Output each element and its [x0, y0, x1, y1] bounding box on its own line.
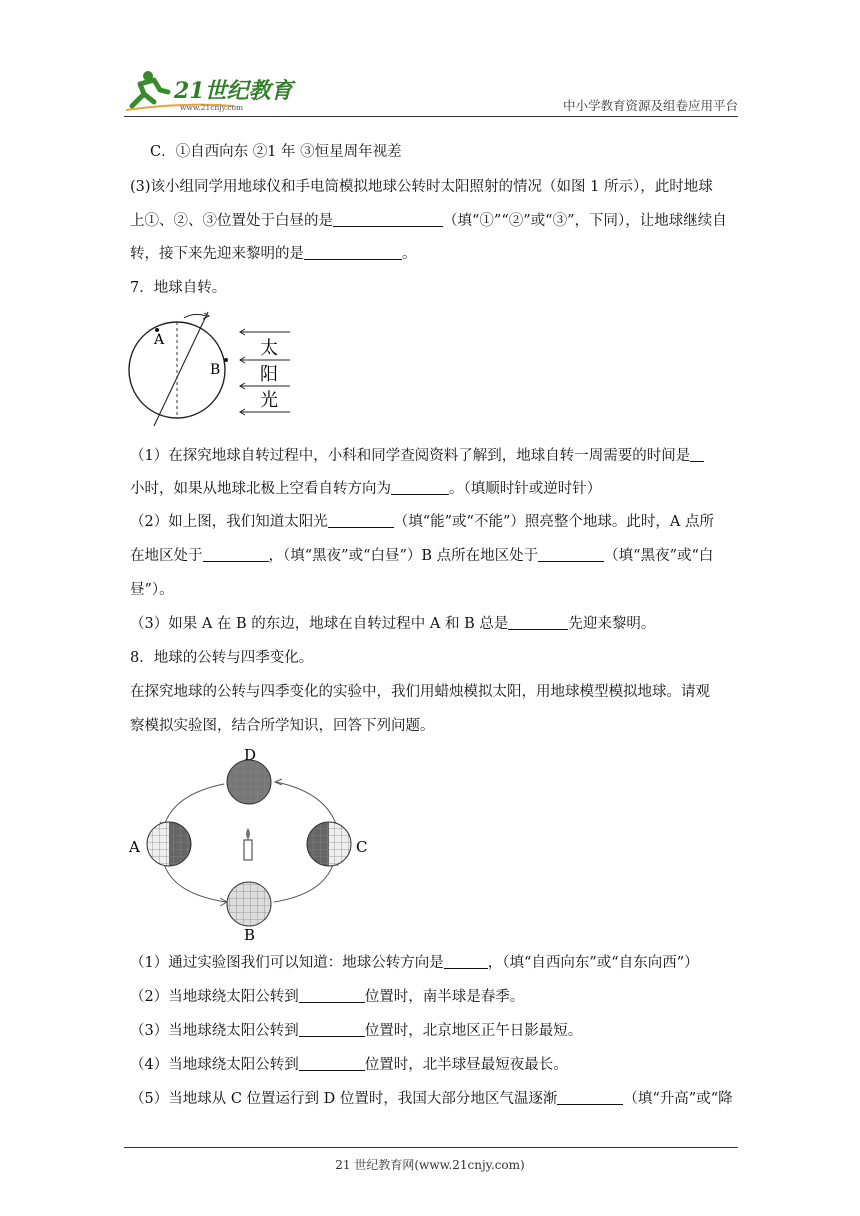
- footer-divider: [124, 1147, 738, 1148]
- position-c-label: C: [356, 838, 368, 856]
- sun-char-1: 太: [260, 338, 278, 359]
- logo-url: www.21cnjy.com: [180, 103, 244, 112]
- platform-title: 中小学教育资源及组卷应用平台: [562, 98, 738, 113]
- point-b-dot: [224, 358, 228, 362]
- q8-5-line: （5）当地球从 C 位置运行到 D 位置时，我国大部分地区气温逐渐 （填“升高”或“降: [130, 1091, 733, 1107]
- answer-blank[interactable]: [299, 1056, 365, 1071]
- sun-char-3: 光: [260, 390, 278, 411]
- q7-2-line3: 昼”）。: [130, 582, 174, 598]
- q8-4-line: （4）当地球绕太阳公转到 位置时，北半球昼最短夜最长。: [130, 1057, 568, 1073]
- q7-2-line1: （2）如上图，我们知道太阳光 （填“能”或“不能”）照亮整个地球。此时，A 点所: [130, 514, 714, 530]
- q8-intro-line2: 察模拟实验图，结合所学知识，回答下列问题。: [130, 718, 435, 734]
- q8-title: 8．地球的公转与四季变化。: [130, 650, 314, 666]
- answer-blank[interactable]: [690, 447, 704, 462]
- rotation-figure: [124, 308, 304, 428]
- answer-blank[interactable]: [391, 480, 449, 495]
- answer-blank[interactable]: [299, 988, 365, 1003]
- candle-icon: [244, 828, 252, 860]
- rotation-arrow-icon: [184, 314, 206, 318]
- answer-blank[interactable]: [203, 547, 269, 562]
- earth-b-icon: [227, 882, 271, 926]
- answer-blank[interactable]: [304, 245, 402, 260]
- q6-3-line2: 上①、②、③位置处于白昼的是 （填“①”“②”或“③”，下同），让地球继续自: [130, 213, 727, 229]
- answer-blank[interactable]: [444, 954, 488, 969]
- q6-3-line1: (3)该小组同学用地球仪和手电筒模拟地球公转时太阳照射的情况（如图 1 所示），此时地球: [130, 179, 713, 195]
- point-a-label: A: [154, 332, 165, 348]
- answer-blank[interactable]: [557, 1090, 623, 1105]
- earth-c-icon: [307, 822, 351, 866]
- q7-3-line: （3）如果 A 在 B 的东边，地球在自转过程中 A 和 B 总是 先迎来黎明。: [130, 616, 656, 632]
- q7-title: 7．地球自转。: [130, 280, 227, 296]
- site-logo: [124, 66, 304, 112]
- q6-3-line3: 转，接下来先迎来黎明的是 。: [130, 246, 417, 262]
- option-c: C．①自西向东 ②1 年 ③恒星周年视差: [150, 144, 402, 160]
- sun-char-2: 阳: [260, 364, 278, 385]
- q8-intro-line1: 在探究地球的公转与四季变化的实验中，我们用蜡烛模拟太阳，用地球模型模拟地球。请观: [130, 684, 710, 700]
- q7-1-line1: （1）在探究地球自转过程中，小科和同学查阅资料了解到，地球自转一周需要的时间是: [130, 446, 704, 466]
- position-a-label: A: [129, 838, 140, 856]
- q8-3-line: （3）当地球绕太阳公转到 位置时，北京地区正午日影最短。: [130, 1023, 583, 1039]
- earth-d-icon: [227, 760, 271, 804]
- answer-blank[interactable]: [508, 615, 568, 630]
- footer-text: 21 世纪教育网(www.21cnjy.com): [335, 1158, 525, 1172]
- q7-2-line2: 在地区处于 ，（填“黑夜”或“白昼”）B 点所在地区处于 （填“黑夜”或“白: [130, 548, 714, 564]
- answer-blank[interactable]: [328, 513, 394, 528]
- point-b-label: B: [210, 362, 221, 378]
- earth-axis: [154, 312, 208, 426]
- position-b-label: B: [244, 926, 256, 942]
- earth-a-icon: [147, 822, 191, 866]
- q7-1-line2: 小时，如果从地球北极上空看自转方向为 。（填顺时针或逆时针）: [130, 481, 602, 497]
- header-divider: [124, 116, 738, 117]
- q8-1-line: （1）通过实验图我们可以知道：地球公转方向是 ，（填“自西向东”或“自东向西”）: [130, 955, 699, 971]
- logo-text: 21世纪教育: [174, 78, 293, 104]
- answer-blank[interactable]: [538, 547, 604, 562]
- q8-2-line: （2）当地球绕太阳公转到 位置时，南半球是春季。: [130, 989, 525, 1005]
- revolution-figure: [124, 744, 384, 942]
- answer-blank[interactable]: [299, 1022, 365, 1037]
- position-d-label: D: [244, 746, 257, 764]
- answer-blank[interactable]: [333, 212, 443, 227]
